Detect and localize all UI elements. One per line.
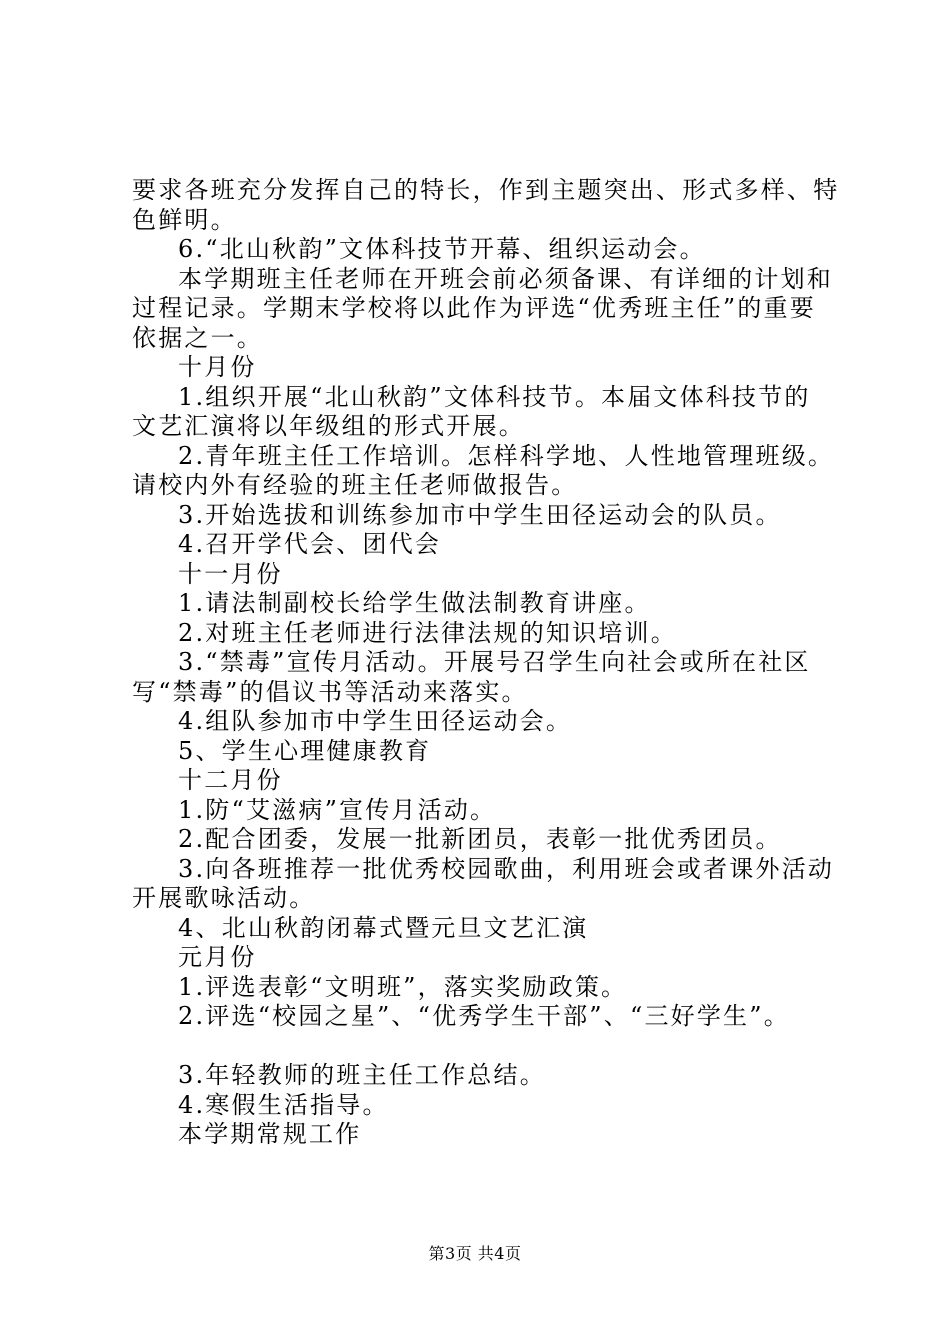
text-line: 过程记录。学期末学校将以此作为评选“优秀班主任”的重要 [132,294,816,322]
text-line: 6.“北山秋韵”文体科技节开幕、组织运动会。 [178,235,706,263]
text-line: 本学期常规工作 [178,1120,362,1148]
document-body [132,176,840,1150]
text-line: 开展歌咏活动。 [132,884,316,912]
paragraph [132,235,832,265]
text-line: 色鲜明。 [132,205,237,234]
paragraph [132,383,832,442]
paragraph [132,589,832,619]
text-line: 2.评选“校园之星”、“优秀学生干部”、“三好学生”。 [178,1002,790,1030]
page-footer: 第3页 共4页 [428,1244,522,1263]
paragraph [132,707,832,737]
paragraph [132,176,840,235]
text-line: 3.向各班推荐一批优秀校园歌曲，利用班会或者课外活动 [178,854,835,883]
text-line: 2.配合团委，发展一批新团员，表彰一批优秀团员。 [178,825,782,853]
text-line: 依据之一。 [132,323,263,352]
text-line: 文艺汇演将以年级组的形式开展。 [132,412,525,440]
paragraph [132,265,832,354]
paragraph [132,619,832,649]
text-line: 3.“禁毒”宣传月活动。开展号召学生向社会或所在社区 [178,648,811,676]
text-line: 十二月份 [178,766,283,794]
text-line: 十一月份 [178,559,283,588]
text-line: 4.组队参加市中学生田径运动会。 [178,707,573,735]
text-line: 4.召开学代会、团代会 [178,530,442,558]
text-line: 4、北山秋韵闭幕式暨元旦文艺汇演 [178,913,589,942]
paragraph [132,648,832,707]
paragraph [132,825,832,855]
text-line: 3.开始选拔和训练参加市中学生田径运动会的队员。 [178,500,782,529]
paragraph [132,1061,832,1091]
paragraph [132,353,832,383]
paragraph [132,441,835,501]
text-line: 1.组织开展“北山秋韵”文体科技节。本届文体科技节的 [178,382,811,411]
text-line: 4.寒假生活指导。 [178,1090,389,1119]
text-line: 1.评选表彰“文明班”，落实奖励政策。 [178,972,628,1001]
text-line: 2.对班主任老师进行法律法规的知识培训。 [178,618,677,647]
text-line: 要求各班充分发挥自己的特长，作到主题突出、形式多样、特 [132,176,840,204]
paragraph [132,973,832,1003]
paragraph [132,766,832,796]
paragraph [132,737,832,767]
text-line: 5、学生心理健康教育 [178,736,432,765]
paragraph [132,530,832,560]
paragraph [132,796,832,826]
paragraph [132,854,835,914]
text-line: 本学期班主任老师在开班会前必须备课、有详细的计划和 [178,264,833,293]
text-line: 3.年轻教师的班主任工作总结。 [178,1061,546,1089]
paragraph [132,501,832,531]
paragraph [132,1120,832,1150]
text-line: 十月份 [178,353,257,381]
text-line: 2.青年班主任工作培训。怎样科学地、人性地管理班级。 [178,441,835,470]
text-line: 1.防“艾滋病”宣传月活动。 [178,795,497,824]
paragraph [132,560,832,590]
paragraph [132,1091,832,1121]
text-line: 请校内外有经验的班主任老师做报告。 [132,471,578,499]
paragraph [132,914,832,944]
paragraph [132,943,832,973]
text-line: 1.请法制副校长给学生做法制教育讲座。 [178,589,651,617]
paragraph [132,1002,832,1032]
text-line: 元月份 [178,943,257,971]
text-line: 写“禁毒”的倡议书等活动来落实。 [132,677,528,706]
